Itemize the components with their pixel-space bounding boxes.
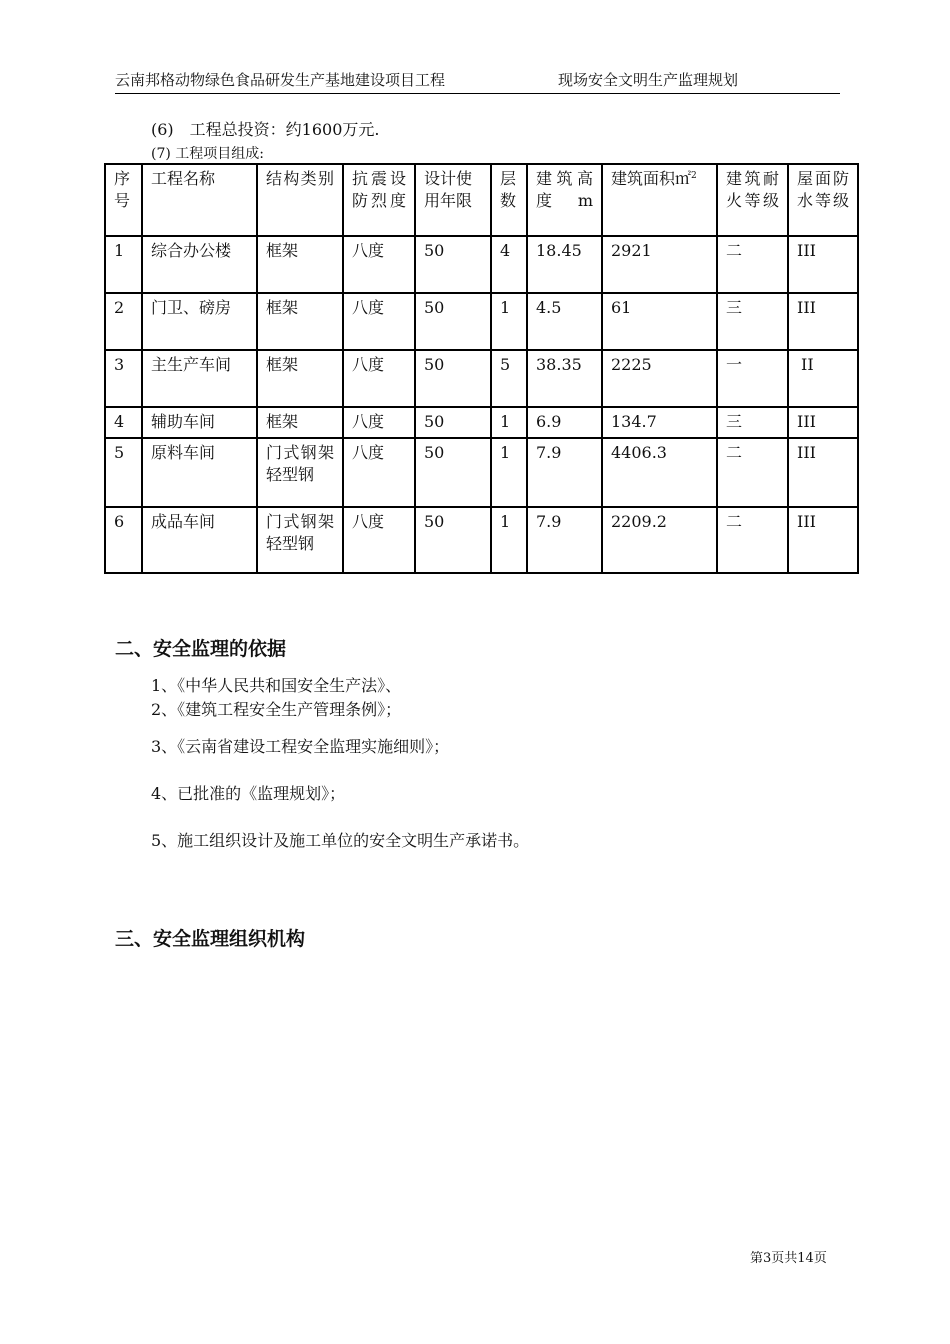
cell-area: 134.7 [602,407,717,438]
total-investment: (6) 工程总投资：约1600万元. [151,120,380,139]
cell-life: 50 [415,236,491,293]
cell-no: 1 [105,236,142,293]
cell-height: 7.9 [527,438,602,507]
header-document-title: 现场安全文明生产监理规划 [558,71,739,89]
cell-struct: 框架 [257,407,343,438]
basis-item-5: 5、施工组织设计及施工单位的安全文明生产承诺书。 [151,831,530,850]
cell-name: 成品车间 [142,507,257,573]
cell-fire: 二 [717,438,788,507]
cell-name: 综合办公楼 [142,236,257,293]
cell-seismic: 八度 [343,350,415,407]
cell-fire: 二 [717,236,788,293]
cell-water: III [788,438,858,507]
cell-name: 门卫、磅房 [142,293,257,350]
cell-no: 3 [105,350,142,407]
cell-floors: 1 [491,293,527,350]
header-no: 序号 [105,164,142,236]
cell-life: 50 [415,350,491,407]
cell-seismic: 八度 [343,507,415,573]
composition-caption: (7) 工程项目组成: [151,146,264,162]
table-row [105,293,858,350]
header-floors: 层数 [491,164,527,236]
cell-water: III [788,407,858,438]
header-life: 设计使用年限 [415,164,491,236]
cell-struct: 门式钢架轻型钢 [257,438,343,507]
cell-height: 18.45 [527,236,602,293]
basis-item-3: 3、《云南省建设工程安全监理实施细则》； [151,737,450,756]
project-composition-table [104,163,859,574]
header-name: 工程名称 [142,164,257,236]
cell-water: III [788,507,858,573]
header-water: 屋面防水等级 [788,164,858,236]
cell-struct: 框架 [257,293,343,350]
table-row [105,350,858,407]
cell-water: III [788,236,858,293]
cell-fire: 三 [717,293,788,350]
cell-struct: 门式钢架轻型钢 [257,507,343,573]
cell-water: II [788,350,858,407]
cell-fire: 三 [717,407,788,438]
cell-water: III [788,293,858,350]
cell-no: 6 [105,507,142,573]
cell-life: 50 [415,438,491,507]
section-2-heading: 二、安全监理的依据 [115,638,287,660]
header-area-label: 建筑面积㎡ [611,169,692,188]
cell-no: 2 [105,293,142,350]
cell-height: 6.9 [527,407,602,438]
cell-struct: 框架 [257,350,343,407]
cell-height: 38.35 [527,350,602,407]
cell-seismic: 八度 [343,438,415,507]
cell-name: 辅助车间 [142,407,257,438]
cell-fire: 一 [717,350,788,407]
cell-floors: 1 [491,507,527,573]
cell-area: 2921 [602,236,717,293]
cell-floors: 4 [491,236,527,293]
cell-no: 4 [105,407,142,438]
header-area [602,164,717,236]
table-row [105,407,858,438]
table-row [105,438,858,507]
cell-area: 2209.2 [602,507,717,573]
table-row [105,236,858,293]
cell-name: 原料车间 [142,438,257,507]
cell-floors: 1 [491,438,527,507]
page-number: 第3页共14页 [750,1251,827,1266]
cell-area: 61 [602,293,717,350]
basis-item-1: 1、《中华人民共和国安全生产法》、 [151,676,402,695]
cell-area: 4406.3 [602,438,717,507]
header-seismic: 抗震设防烈度 [343,164,415,236]
header-struct: 结构类别 [257,164,343,236]
cell-life: 50 [415,293,491,350]
cell-floors: 5 [491,350,527,407]
cell-life: 50 [415,407,491,438]
header-fire: 建筑耐火等级 [717,164,788,236]
table-row [105,507,858,573]
cell-name: 主生产车间 [142,350,257,407]
header-project-title: 云南邦格动物绿色食品研发生产基地建设项目工程 [115,71,446,89]
table-header-row [105,164,858,236]
page-header [115,67,840,94]
cell-height: 7.9 [527,507,602,573]
section-3-heading: 三、安全监理组织机构 [115,928,306,950]
cell-height: 4.5 [527,293,602,350]
header-height: 建筑高度m [527,164,602,236]
header-area-superscript: 2 [691,171,697,181]
cell-area: 2225 [602,350,717,407]
cell-floors: 1 [491,407,527,438]
cell-fire: 二 [717,507,788,573]
cell-seismic: 八度 [343,236,415,293]
cell-no: 5 [105,438,142,507]
cell-seismic: 八度 [343,407,415,438]
basis-item-2: 2、《建筑工程安全生产管理条例》； [151,700,402,719]
cell-seismic: 八度 [343,293,415,350]
basis-item-4: 4、已批准的《监理规划》； [151,784,346,803]
cell-life: 50 [415,507,491,573]
cell-struct: 框架 [257,236,343,293]
